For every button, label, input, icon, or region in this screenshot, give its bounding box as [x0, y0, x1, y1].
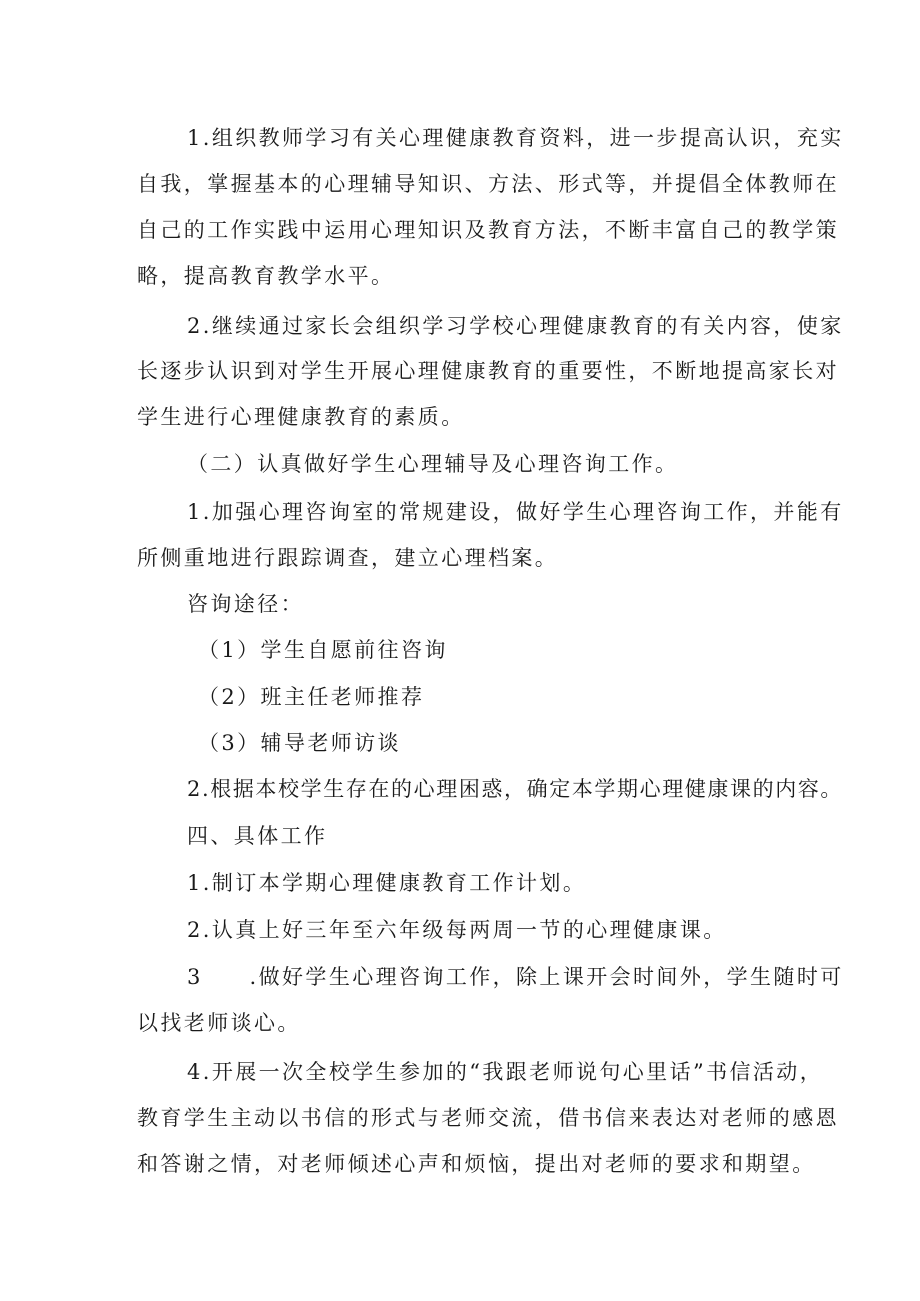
work-item-3-line-2: 以找老师谈心。 — [137, 1011, 301, 1035]
paragraph-3-line-1: 1.加强心理咨询室的常规建设，做好学生心理咨询工作，并能有 — [187, 500, 844, 524]
paragraph-2-line-1: 2.继续通过家长会组织学习学校心理健康教育的有关内容，使家 — [187, 314, 844, 338]
work-item-4-line-3: 和答谢之情，对老师倾述心声和烦恼，提出对老师的要求和期望。 — [137, 1152, 816, 1176]
paragraph-3-line-2: 所侧重地进行跟踪调查，建立心理档案。 — [137, 546, 559, 570]
section-heading-4: 四、具体工作 — [187, 824, 328, 848]
paragraph-1-line-4: 略，提高教育教学水平。 — [137, 264, 395, 288]
work-item-2: 2.认真上好三年至六年级每两周一节的心理健康课。 — [187, 918, 727, 942]
section-heading-2: （二）认真做好学生心理辅导及心理咨询工作。 — [187, 452, 679, 476]
paragraph-1-line-2: 自我，掌握基本的心理辅导知识、方法、形式等，并提倡全体教师在 — [137, 172, 839, 196]
consult-channels-label: 咨询途径： — [187, 592, 304, 616]
consult-channel-2: （2）班主任老师推荐 — [198, 685, 425, 709]
consult-channel-3: （3）辅导老师访谈 — [198, 731, 401, 755]
work-item-3-line-1: 3 .做好学生心理咨询工作，除上课开会时间外，学生随时可 — [187, 965, 844, 989]
work-item-4-line-2: 教育学生主动以书信的形式与老师交流，借书信来表达对老师的感恩 — [137, 1106, 839, 1130]
paragraph-1-line-1: 1.组织教师学习有关心理健康教育资料，进一步提高认识，充实 — [187, 126, 844, 150]
consult-channel-1: （1）学生自愿前往咨询 — [198, 638, 448, 662]
paragraph-2-line-3: 学生进行心理健康教育的素质。 — [137, 405, 465, 429]
work-item-1: 1.制订本学期心理健康教育工作计划。 — [187, 871, 587, 895]
paragraph-1-line-3: 自己的工作实践中运用心理知识及教育方法，不断丰富自己的教学策 — [137, 218, 839, 242]
paragraph-4: 2.根据本校学生存在的心理困惑，确定本学期心理健康课的内容。 — [187, 777, 844, 801]
paragraph-2-line-2: 长逐步认识到对学生开展心理健康教育的重要性，不断地提高家长对 — [137, 359, 839, 383]
work-item-4-line-1: 4.开展一次全校学生参加的“我跟老师说句心里话”书信活动， — [187, 1060, 824, 1084]
